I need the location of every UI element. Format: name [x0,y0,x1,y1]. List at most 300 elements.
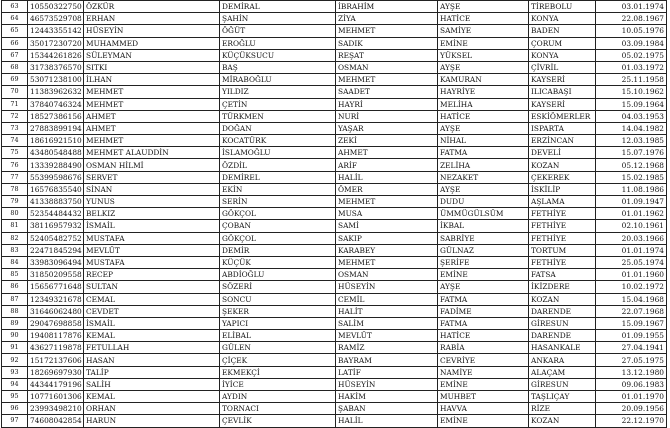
table-row [2,391,667,403]
birth-place-cell: TİREBOLU [529,1,596,13]
row-number-cell: 72 [2,110,28,122]
id-number-cell: 15172137606 [28,354,84,366]
id-number-cell: 22471845294 [28,244,84,256]
mother-name-cell: GÜLNAZ [438,244,529,256]
first-name-cell: SITKI [84,61,220,73]
first-name-cell: HÜSEYİN [84,25,220,37]
birth-date-cell: 22.07.1968 [596,305,667,317]
row-number-cell: 68 [2,61,28,73]
last-name-cell: KOCATÜRK [220,135,336,147]
father-name-cell: HALİL [336,171,438,183]
birth-date-cell: 04.03.1953 [596,110,667,122]
mother-name-cell: NAMİYE [438,366,529,378]
first-name-cell: RECEP [84,269,220,281]
table-row [2,317,667,329]
birth-place-cell: ISPARTA [529,122,596,134]
birth-date-cell: 25.11.1958 [596,74,667,86]
id-number-cell: 31738376570 [28,61,84,73]
father-name-cell: NURİ [336,110,438,122]
table-row [2,415,667,427]
birth-date-cell: 27.05.1975 [596,354,667,366]
table-row [2,342,667,354]
father-name-cell: ARİF [336,159,438,171]
id-number-cell: 15656771648 [28,281,84,293]
id-number-cell: 43627119878 [28,342,84,354]
id-number-cell: 31646062480 [28,305,84,317]
mother-name-cell: İKBAL [438,220,529,232]
mother-name-cell: RABİA [438,342,529,354]
first-name-cell: ERHAN [84,13,220,25]
id-number-cell: 43480548488 [28,147,84,159]
first-name-cell: CEVDET [84,305,220,317]
id-number-cell: 15344261826 [28,49,84,61]
row-number-cell: 96 [2,403,28,415]
id-number-cell: 12443355142 [28,25,84,37]
id-number-cell: 10771601306 [28,391,84,403]
birth-date-cell: 20.03.1966 [596,232,667,244]
first-name-cell: MUHAMMED [84,37,220,49]
birth-date-cell: 15.04.1968 [596,293,667,305]
first-name-cell: SULTAN [84,281,220,293]
row-number-cell: 70 [2,86,28,98]
first-name-cell: YUNUS [84,196,220,208]
birth-date-cell: 05.12.1968 [596,159,667,171]
last-name-cell: DEMİREL [220,171,336,183]
table-row [2,159,667,171]
id-number-cell: 19408117876 [28,330,84,342]
birth-place-cell: KOZAN [529,293,596,305]
last-name-cell: TÜRKMEN [220,110,336,122]
id-number-cell: 52405482752 [28,232,84,244]
table-row [2,208,667,220]
father-name-cell: SADIK [336,37,438,49]
birth-place-cell: GİRESUN [529,317,596,329]
birth-place-cell: ERZİNCAN [529,135,596,147]
id-number-cell: 11383962632 [28,86,84,98]
table-row [2,269,667,281]
birth-date-cell: 15.07.1976 [596,147,667,159]
table-row [2,403,667,415]
father-name-cell: BAYRAM [336,354,438,366]
father-name-cell: MUSA [336,208,438,220]
id-number-cell: 18269697930 [28,366,84,378]
birth-place-cell: ÇEKEREK [529,171,596,183]
row-number-cell: 85 [2,269,28,281]
mother-name-cell: MELİHA [438,98,529,110]
records-table-body [2,1,667,428]
last-name-cell: EKMEKÇİ [220,366,336,378]
first-name-cell: MUSTAFA [84,232,220,244]
last-name-cell: İYİCE [220,378,336,390]
row-number-cell: 88 [2,305,28,317]
table-row [2,220,667,232]
birth-place-cell: KOZAN [529,159,596,171]
first-name-cell: AHMET [84,122,220,134]
last-name-cell: ELİBAL [220,330,336,342]
last-name-cell: BAŞ [220,61,336,73]
birth-date-cell: 14.04.1982 [596,122,667,134]
birth-date-cell: 10.02.1972 [596,281,667,293]
last-name-cell: KÜÇÜKSUCU [220,49,336,61]
father-name-cell: HALİT [336,305,438,317]
id-number-cell: 13339288490 [28,159,84,171]
birth-date-cell: 01.01.1962 [596,208,667,220]
birth-date-cell: 27.04.1941 [596,342,667,354]
birth-date-cell: 15.10.1962 [596,86,667,98]
birth-date-cell: 22.12.1970 [596,415,667,427]
first-name-cell: MEVLÜT [84,244,220,256]
id-number-cell: 41338883750 [28,196,84,208]
first-name-cell: MEHMET [84,98,220,110]
mother-name-cell: EMİNE [438,37,529,49]
row-number-cell: 86 [2,281,28,293]
first-name-cell: AHMET [84,110,220,122]
last-name-cell: İSLAMOĞLU [220,147,336,159]
mother-name-cell: AYŞE [438,183,529,195]
last-name-cell: ÖZDİL [220,159,336,171]
first-name-cell: FETULLAH [84,342,220,354]
father-name-cell: MEHMET [336,25,438,37]
first-name-cell: HARUN [84,415,220,427]
mother-name-cell: NEZAKET [438,171,529,183]
row-number-cell: 95 [2,391,28,403]
birth-date-cell: 01.01.1960 [596,269,667,281]
birth-date-cell: 11.08.1986 [596,183,667,195]
row-number-cell: 77 [2,171,28,183]
father-name-cell: MEHMET [336,196,438,208]
birth-place-cell: İSKİLİP [529,183,596,195]
mother-name-cell: FATMA [438,147,529,159]
birth-place-cell: ANKARA [529,354,596,366]
row-number-cell: 64 [2,13,28,25]
birth-date-cell: 03.09.1984 [596,37,667,49]
first-name-cell: İSMAİL [84,317,220,329]
records-table [1,0,667,428]
last-name-cell: SÖZERİ [220,281,336,293]
id-number-cell: 53071238100 [28,74,84,86]
mother-name-cell: SAMİYE [438,25,529,37]
table-row [2,86,667,98]
last-name-cell: SONCU [220,293,336,305]
birth-place-cell: KONYA [529,49,596,61]
first-name-cell: MEHMET [84,86,220,98]
first-name-cell: ÖZKÜR [84,1,220,13]
last-name-cell: ÇEVLİK [220,415,336,427]
last-name-cell: MİRABOĞLU [220,74,336,86]
mother-name-cell: EMİNE [438,378,529,390]
birth-place-cell: ALAÇAM [529,366,596,378]
last-name-cell: ÇOBAN [220,220,336,232]
father-name-cell: ŞABAN [336,403,438,415]
last-name-cell: ŞEKER [220,305,336,317]
first-name-cell: MUSTAFA [84,256,220,268]
last-name-cell: SERİN [220,196,336,208]
father-name-cell: KARABEY [336,244,438,256]
row-number-cell: 69 [2,74,28,86]
first-name-cell: ORHAN [84,403,220,415]
father-name-cell: ÖMER [336,183,438,195]
row-number-cell: 91 [2,342,28,354]
father-name-cell: OSMAN [336,269,438,281]
father-name-cell: HÜSEYİN [336,378,438,390]
birth-date-cell: 02.10.1961 [596,220,667,232]
id-number-cell: 46573529708 [28,13,84,25]
table-row [2,293,667,305]
birth-place-cell: TAŞLIÇAY [529,391,596,403]
id-number-cell: 52354484432 [28,208,84,220]
row-number-cell: 71 [2,98,28,110]
mother-name-cell: YÜKSEL [438,49,529,61]
first-name-cell: OSMAN HİLMİ [84,159,220,171]
row-number-cell: 93 [2,366,28,378]
birth-place-cell: KAYSERİ [529,74,596,86]
mother-name-cell: AYŞE [438,61,529,73]
last-name-cell: YILDIZ [220,86,336,98]
first-name-cell: KEMAL [84,391,220,403]
last-name-cell: GÖKÇOL [220,208,336,220]
father-name-cell: HÜSEYİN [336,281,438,293]
birth-place-cell: GİRESUN [529,378,596,390]
id-number-cell: 44344179196 [28,378,84,390]
birth-date-cell: 20.09.1956 [596,403,667,415]
id-number-cell: 27883899194 [28,122,84,134]
birth-date-cell: 22.08.1967 [596,13,667,25]
birth-date-cell: 15.02.1985 [596,171,667,183]
birth-place-cell: İKİZDERE [529,281,596,293]
last-name-cell: ÖĞÜT [220,25,336,37]
mother-name-cell: NİHAL [438,135,529,147]
father-name-cell: LATİF [336,366,438,378]
last-name-cell: DOĞAN [220,122,336,134]
row-number-cell: 75 [2,147,28,159]
first-name-cell: BELKIZ [84,208,220,220]
first-name-cell: SERVET [84,171,220,183]
birth-place-cell: ÇORUM [529,37,596,49]
table-row [2,366,667,378]
birth-date-cell: 15.09.1964 [596,98,667,110]
birth-date-cell: 03.01.1974 [596,1,667,13]
table-row [2,13,667,25]
mother-name-cell: AYŞE [438,122,529,134]
last-name-cell: DEMİR [220,244,336,256]
table-row [2,378,667,390]
birth-place-cell: ÇİVRİL [529,61,596,73]
father-name-cell: İBRAHİM [336,1,438,13]
last-name-cell: EKİN [220,183,336,195]
birth-date-cell: 01.01.1970 [596,391,667,403]
birth-date-cell: 01.01.1974 [596,244,667,256]
birth-place-cell: FETHİYE [529,256,596,268]
father-name-cell: RAMİZ [336,342,438,354]
birth-date-cell: 01.09.1955 [596,330,667,342]
row-number-cell: 79 [2,196,28,208]
table-row [2,98,667,110]
id-number-cell: 12349321678 [28,293,84,305]
row-number-cell: 82 [2,232,28,244]
first-name-cell: TALİP [84,366,220,378]
table-row [2,256,667,268]
table-row [2,330,667,342]
row-number-cell: 66 [2,37,28,49]
first-name-cell: SÜLEYMAN [84,49,220,61]
first-name-cell: MEHMET [84,135,220,147]
first-name-cell: SİNAN [84,183,220,195]
last-name-cell: ÇETİN [220,98,336,110]
row-number-cell: 92 [2,354,28,366]
row-number-cell: 84 [2,256,28,268]
birth-date-cell: 13.12.1980 [596,366,667,378]
row-number-cell: 89 [2,317,28,329]
mother-name-cell: DUDU [438,196,529,208]
birth-place-cell: KONYA [529,13,596,25]
father-name-cell: MEHMET [336,74,438,86]
id-number-cell: 10550322750 [28,1,84,13]
mother-name-cell: HAYRİYE [438,86,529,98]
table-row [2,25,667,37]
father-name-cell: ZEKİ [336,135,438,147]
last-name-cell: GÜLEN [220,342,336,354]
birth-place-cell: DEVELİ [529,147,596,159]
first-name-cell: KEMAL [84,330,220,342]
birth-place-cell: KAYSERİ [529,98,596,110]
first-name-cell: CEMAL [84,293,220,305]
row-number-cell: 81 [2,220,28,232]
birth-place-cell: RİZE [529,403,596,415]
row-number-cell: 83 [2,244,28,256]
row-number-cell: 80 [2,208,28,220]
father-name-cell: OSMAN [336,61,438,73]
father-name-cell: SAKIP [336,232,438,244]
table-row [2,61,667,73]
table-row [2,37,667,49]
birth-date-cell: 01.09.1947 [596,196,667,208]
birth-date-cell: 12.03.1985 [596,135,667,147]
row-number-cell: 63 [2,1,28,13]
mother-name-cell: EMİNE [438,415,529,427]
birth-place-cell: HASANKALE [529,342,596,354]
mother-name-cell: FATMA [438,293,529,305]
father-name-cell: SALİM [336,317,438,329]
table-row [2,135,667,147]
first-name-cell: MEHMET ALAUDDİN [84,147,220,159]
last-name-cell: EROĞLU [220,37,336,49]
mother-name-cell: AYŞE [438,1,529,13]
birth-date-cell: 01.03.1972 [596,61,667,73]
mother-name-cell: SABRİYE [438,232,529,244]
birth-place-cell: ESKİÖMERLER [529,110,596,122]
mother-name-cell: MUHBET [438,391,529,403]
father-name-cell: MEHMET [336,256,438,268]
father-name-cell: AHMET [336,147,438,159]
father-name-cell: SAMİ [336,220,438,232]
table-row [2,147,667,159]
table-row [2,354,667,366]
mother-name-cell: HATİCE [438,110,529,122]
last-name-cell: AYDIN [220,391,336,403]
birth-place-cell: TORTUM [529,244,596,256]
father-name-cell: SAADET [336,86,438,98]
row-number-cell: 67 [2,49,28,61]
row-number-cell: 78 [2,183,28,195]
birth-date-cell: 05.02.1975 [596,49,667,61]
last-name-cell: TORNACI [220,403,336,415]
row-number-cell: 73 [2,122,28,134]
id-number-cell: 23993498210 [28,403,84,415]
mother-name-cell: HATİCE [438,330,529,342]
father-name-cell: HALİL [336,415,438,427]
id-number-cell: 74608042854 [28,415,84,427]
birth-place-cell: FETHİYE [529,208,596,220]
father-name-cell: CEMİL [336,293,438,305]
father-name-cell: HAKİM [336,391,438,403]
last-name-cell: ABDİOĞLU [220,269,336,281]
mother-name-cell: ÜMMÜGÜLSÜM [438,208,529,220]
birth-date-cell: 25.05.1974 [596,256,667,268]
table-row [2,305,667,317]
last-name-cell: ÇİÇEK [220,354,336,366]
birth-date-cell: 10.05.1976 [596,25,667,37]
last-name-cell: GÖKÇOL [220,232,336,244]
table-row [2,49,667,61]
id-number-cell: 29047698858 [28,317,84,329]
id-number-cell: 35017230720 [28,37,84,49]
last-name-cell: YAPICI [220,317,336,329]
table-row [2,244,667,256]
first-name-cell: SALİH [84,378,220,390]
mother-name-cell: KAMURAN [438,74,529,86]
row-number-cell: 76 [2,159,28,171]
birth-place-cell: FETHİYE [529,232,596,244]
birth-place-cell: ILICABAŞI [529,86,596,98]
father-name-cell: YAŞAR [336,122,438,134]
birth-date-cell: 09.06.1983 [596,378,667,390]
mother-name-cell: ZELİHA [438,159,529,171]
id-number-cell: 16576835540 [28,183,84,195]
first-name-cell: HASAN [84,354,220,366]
father-name-cell: HAYRİ [336,98,438,110]
row-number-cell: 90 [2,330,28,342]
table-row [2,110,667,122]
id-number-cell: 38116957932 [28,220,84,232]
table-row [2,171,667,183]
birth-date-cell: 15.09.1967 [596,317,667,329]
birth-place-cell: BADEN [529,25,596,37]
table-row [2,74,667,86]
mother-name-cell: FATMA [438,317,529,329]
row-number-cell: 74 [2,135,28,147]
first-name-cell: İLHAN [84,74,220,86]
table-row [2,281,667,293]
table-row [2,1,667,13]
id-number-cell: 33983096494 [28,256,84,268]
mother-name-cell: HATİCE [438,13,529,25]
mother-name-cell: CEVRİYE [438,354,529,366]
mother-name-cell: EMİNE [438,269,529,281]
table-row [2,183,667,195]
father-name-cell: ZİYA [336,13,438,25]
id-number-cell: 37840746324 [28,98,84,110]
mother-name-cell: FADİME [438,305,529,317]
table-row [2,232,667,244]
row-number-cell: 65 [2,25,28,37]
row-number-cell: 94 [2,378,28,390]
father-name-cell: MEVLÜT [336,330,438,342]
row-number-cell: 97 [2,415,28,427]
first-name-cell: İSMAİL [84,220,220,232]
birth-place-cell: FETHİYE [529,220,596,232]
birth-place-cell: DARENDE [529,305,596,317]
father-name-cell: REŞAT [336,49,438,61]
